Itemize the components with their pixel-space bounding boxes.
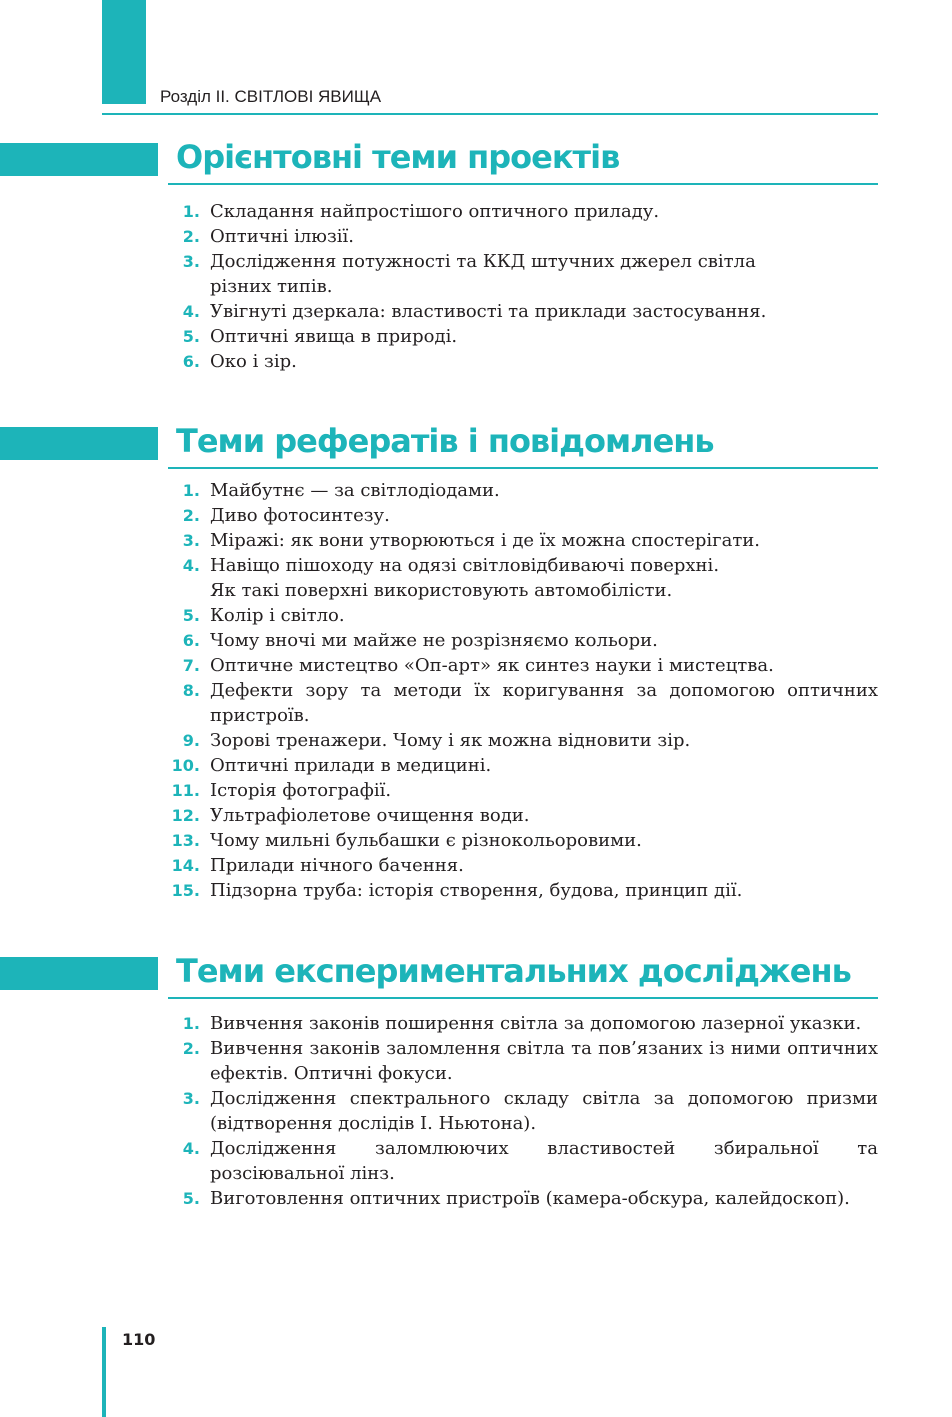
item-text: Оптичні прилади в медицині. xyxy=(210,755,492,776)
item-text-line-2: Як такі поверхні використовують автомобілісти. xyxy=(210,580,673,601)
list-item xyxy=(160,778,878,803)
item-number: 5. xyxy=(182,327,200,346)
item-text: Дефекти зору та методи їх коригування за допомогою оптичних пристроїв. xyxy=(210,680,878,726)
item-text: Дослідження потужності та ККД штучних джерел світла різних типів. xyxy=(210,251,756,297)
item-text: Оптичні ілюзії. xyxy=(210,226,354,247)
item-text: Підзорна труба: історія створення, будова, принцип дії. xyxy=(210,880,743,901)
item-text: Чому мильні бульбашки є різнокольоровими. xyxy=(210,830,642,851)
item-number: 6. xyxy=(182,352,200,371)
reports-list xyxy=(160,478,878,903)
footer-accent-bar xyxy=(102,1327,106,1417)
item-number: 14. xyxy=(171,856,200,875)
item-text: Історія фотографії. xyxy=(210,780,392,801)
section-rule xyxy=(168,997,878,999)
list-item xyxy=(160,503,878,528)
item-number: 13. xyxy=(171,831,200,850)
item-text: Оптичне мистецтво «Оп-арт» як синтез науки і мистецтва. xyxy=(210,655,774,676)
section-rule xyxy=(168,183,878,185)
item-number: 9. xyxy=(182,731,200,750)
list-item xyxy=(160,553,878,603)
header-rule xyxy=(102,113,878,115)
item-text: Ультрафіолетове очищення води. xyxy=(210,805,530,826)
list-item xyxy=(160,878,878,903)
item-number: 5. xyxy=(182,606,200,625)
list-item xyxy=(160,249,878,299)
item-text: Зорові тренажери. Чому і як можна відновити зір. xyxy=(210,730,691,751)
item-text: Увігнуті дзеркала: властивості та приклади застосування. xyxy=(210,301,767,322)
item-number: 4. xyxy=(182,302,200,321)
item-text: Складання найпростішого оптичного приладу. xyxy=(210,201,660,222)
item-text: Міражі: як вони утворюються і де їх можна спостерігати. xyxy=(210,530,760,551)
list-item xyxy=(160,753,878,778)
item-number: 2. xyxy=(182,506,200,525)
list-item xyxy=(160,199,878,224)
item-number: 5. xyxy=(182,1189,200,1208)
list-item xyxy=(160,1136,878,1186)
list-item xyxy=(160,528,878,553)
item-number: 4. xyxy=(182,1139,200,1158)
item-text: Диво фотосинтезу. xyxy=(210,505,390,526)
projects-list xyxy=(160,199,878,374)
list-item xyxy=(160,224,878,249)
running-head: Розділ ІІ. СВІТЛОВІ ЯВИЩА xyxy=(160,87,382,106)
list-item xyxy=(160,803,878,828)
list-item xyxy=(160,653,878,678)
experiments-list xyxy=(160,1011,878,1211)
item-text: Виготовлення оптичних пристроїв (камера-обскура, калейдоскоп). xyxy=(210,1188,850,1209)
item-number: 3. xyxy=(182,1089,200,1108)
list-item xyxy=(160,853,878,878)
section-title: Теми рефератів і повідомлень xyxy=(176,422,714,460)
item-text: Чому вночі ми майже не розрізняємо кольори. xyxy=(210,630,658,651)
list-item xyxy=(160,603,878,628)
item-text: Дослідження спектрального складу світла за допомогою призми (відтворення дослідів І. Ньютона). xyxy=(210,1088,878,1134)
item-number: 11. xyxy=(171,781,200,800)
item-text: Колір і світло. xyxy=(210,605,345,626)
item-text: Оптичні явища в природі. xyxy=(210,326,458,347)
list-item xyxy=(160,1036,878,1086)
section-rule xyxy=(168,467,878,469)
item-text: Майбутнє — за світлодіодами. xyxy=(210,480,500,501)
item-number: 3. xyxy=(182,531,200,550)
list-item xyxy=(160,299,878,324)
header-accent-block xyxy=(102,0,146,104)
item-number: 12. xyxy=(171,806,200,825)
section-title: Теми експериментальних досліджень xyxy=(176,952,851,990)
list-item xyxy=(160,828,878,853)
item-number: 4. xyxy=(182,556,200,575)
item-number: 3. xyxy=(182,252,200,271)
item-number: 1. xyxy=(182,1014,200,1033)
item-text: Око і зір. xyxy=(210,351,297,372)
item-text: Дослідження заломлюючих властивостей збиральної та розсіювальної лінз. xyxy=(210,1138,878,1184)
list-item xyxy=(160,349,878,374)
section-accent-bar xyxy=(0,427,158,460)
page-number: 110 xyxy=(122,1330,156,1349)
item-number: 1. xyxy=(182,202,200,221)
list-item xyxy=(160,324,878,349)
list-item xyxy=(160,478,878,503)
item-number: 10. xyxy=(171,756,200,775)
item-number: 7. xyxy=(182,656,200,675)
section-accent-bar xyxy=(0,957,158,990)
item-text: Вивчення законів поширення світла за допомогою лазерної указки. xyxy=(210,1013,862,1034)
item-number: 15. xyxy=(171,881,200,900)
list-item xyxy=(160,728,878,753)
item-number: 1. xyxy=(182,481,200,500)
section-title: Орієнтовні теми проектів xyxy=(176,138,620,176)
list-item xyxy=(160,628,878,653)
list-item xyxy=(160,1186,878,1211)
list-item xyxy=(160,678,878,728)
list-item xyxy=(160,1011,878,1036)
item-number: 2. xyxy=(182,227,200,246)
item-text: Вивчення законів заломлення світла та пов’язаних із ними оптичних ефектів. Оптичні фокуси. xyxy=(210,1038,878,1084)
list-item xyxy=(160,1086,878,1136)
section-accent-bar xyxy=(0,143,158,176)
item-number: 6. xyxy=(182,631,200,650)
item-text: Навіщо пішоходу на одязі світловідбиваючі поверхні. xyxy=(210,555,720,576)
item-number: 2. xyxy=(182,1039,200,1058)
item-text: Прилади нічного бачення. xyxy=(210,855,464,876)
item-number: 8. xyxy=(182,681,200,700)
